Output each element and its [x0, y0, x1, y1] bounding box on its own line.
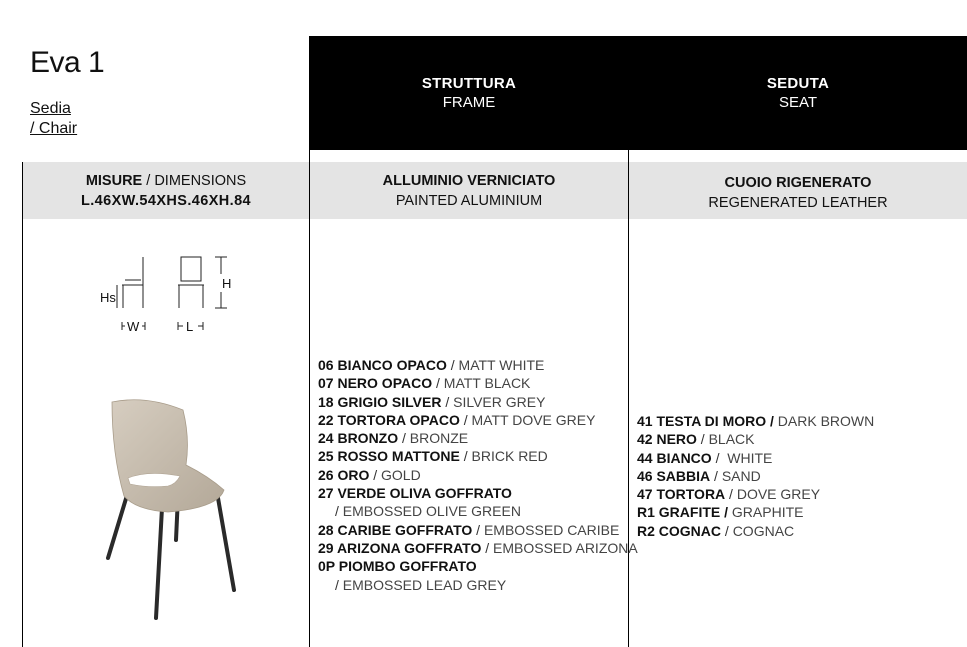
seat-finishes-list — [637, 412, 957, 540]
seat-finish-item: 47 TORTORA / DOVE GREY — [637, 486, 821, 503]
frame-finish-item: 07 NERO OPACO / MATT BLACK — [318, 375, 531, 392]
frame-material-en: PAINTED ALUMINIUM — [395, 192, 543, 209]
dim-h-label: H — [222, 276, 232, 291]
seat-finish-item: 46 SABBIA / SAND — [637, 467, 761, 484]
seat-finish-item: 42 NERO / BLACK — [637, 431, 755, 448]
seat-header — [629, 36, 967, 150]
frame-finish-item: 24 BRONZO / BRONZE — [318, 430, 469, 447]
dimensions-value: L.46XW.54XHS.46XH.84 — [81, 192, 251, 209]
seat-finish-item: 41 TESTA DI MORO / DARK BROWN — [637, 413, 875, 429]
column-divider-middle — [309, 36, 310, 647]
frame-finishes-list — [318, 356, 638, 594]
frame-finish-item: 0P PIOMBO GOFFRATO — [318, 558, 477, 575]
dimensions-cell — [23, 162, 309, 219]
seat-material-it: CUOIO RIGENERATO — [724, 175, 872, 191]
frame-finish-item: 25 ROSSO MATTONE / BRICK RED — [318, 448, 548, 465]
dimensions-label-it: MISURE — [85, 172, 143, 189]
seat-finish-item: R2 COGNAC / COGNAC — [637, 522, 795, 539]
seat-material-cell — [629, 162, 967, 219]
frame-finish-item: 22 TORTORA OPACO / MATT DOVE GREY — [318, 411, 596, 428]
frame-finish-item: 27 VERDE OLIVA GOFFRATO — [318, 485, 512, 502]
chair-product-image — [68, 390, 268, 635]
seat-material-en: REGENERATED LEATHER — [708, 195, 888, 211]
column-divider-left — [22, 162, 23, 647]
dim-w-label: W — [127, 319, 140, 332]
seat-header-en: SEAT — [778, 94, 818, 111]
frame-finish-item-continued: / EMBOSSED LEAD GREY — [335, 576, 507, 593]
frame-material-it: ALLUMINIO VERNICIATO — [382, 172, 556, 189]
frame-finish-item: 29 ARIZONA GOFFRATO / EMBOSSED ARIZONA — [318, 539, 638, 556]
dim-hs-label: Hs — [100, 290, 116, 305]
frame-finish-item: 06 BIANCO OPACO / MATT WHITE — [318, 357, 545, 373]
frame-finish-item-continued: / EMBOSSED OLIVE GREEN — [335, 503, 521, 520]
frame-finish-item: 18 GRIGIO SILVER / SILVER GREY — [318, 393, 546, 410]
seat-finish-item: 44 BIANCO / WHITE — [637, 449, 773, 466]
seat-finish-item: R1 GRAFITE / GRAPHITE — [637, 504, 804, 521]
dimensions-label — [86, 171, 246, 191]
frame-finish-item: 26 ORO / GOLD — [318, 466, 421, 483]
product-type-link-en[interactable]: / Chair — [30, 120, 78, 137]
frame-header — [310, 36, 628, 150]
dimensions-label-sep: / — [146, 172, 151, 189]
frame-header-it: STRUTTURA — [421, 75, 517, 92]
dimension-diagram-icon — [95, 252, 245, 332]
product-title: Eva 1 — [30, 46, 105, 79]
dimensions-label-en: DIMENSIONS — [154, 172, 247, 189]
frame-material-cell — [310, 162, 628, 219]
frame-finish-item: 28 CARIBE GOFFRATO / EMBOSSED CARIBE — [318, 521, 620, 538]
product-type-link-it[interactable]: Sedia — [30, 100, 71, 117]
frame-header-en: FRAME — [442, 94, 496, 111]
seat-header-it: SEDUTA — [766, 75, 830, 92]
dim-l-label: L — [186, 319, 194, 332]
